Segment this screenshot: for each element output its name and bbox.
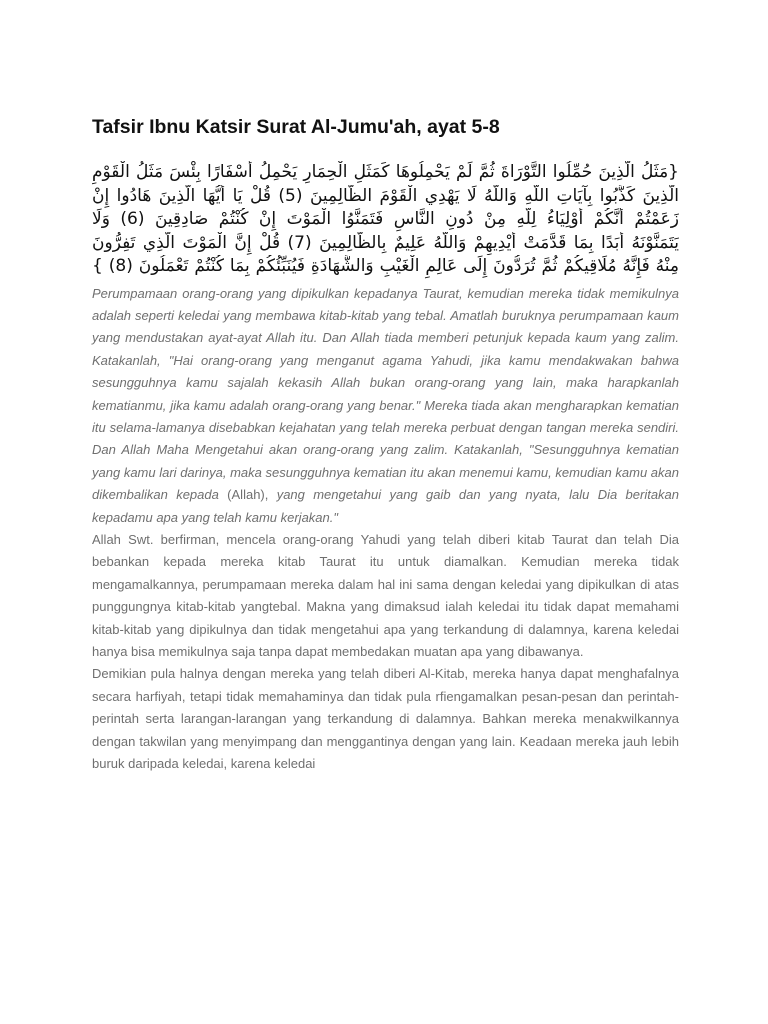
commentary-paragraph-1: Allah Swt. berfirman, mencela orang-orang Yahudi yang telah diberi kitab Taurat dan telah Dia bebankan kepada mereka kitab Taurat itu untuk diamalkan. Kemudian mereka tidak mengamalkannya, perumpamaan mereka dalam hal ini sama dengan keledai yang dipikulkan di atas punggungnya kitab-kitab yangtebal. Makna yang dimaksud ialah keledai itu tidak dapat memahami kitab-kitab yang dipikulnya dan tidak mengetahui apa yang terkandung di dalamnya, karena keledai hanya bisa memikulnya saja tanpa dapat membedakan muatan apa yang dibawanya.: [92, 531, 679, 659]
translation-text: Perumpamaan orang-orang yang dipikulkan kepadanya Taurat, kemudian mereka tidak memikulnya adalah seperti keledai yang membawa kitab-kitab yang tebal. Amatlah buruknya perumpamaan kaum yang mendustakan ayat-ayat Allah itu. Dan Allah tiada memberi petunjuk kepada kaum yang zalim. Katakanlah, "Hai orang-orang yang menganut agama Yahudi, jika kamu mendakwakan bahwa sesungguhnya kamu sajalah kekasih Allah bukan orang-orang yang lain, maka harapkanlah kematianmu, jika kamu adalah orang-orang yang benar." Mereka tiada akan mengharapkan kematian itu selama-lamanya disebabkan kejahatan yang telah mereka perbuat dengan tangan mereka sendiri. Dan Allah Maha Mengetahui akan orang-orang yang zalim. Katakanlah, "Sesungguhnya kematian yang kamu lari darinya, maka sesungguhnya kematian itu akan menemui kamu, kemudian kamu akan dikembalikan kepada: [92, 285, 679, 503]
translation-text-end: yang mengetahui yang gaib dan yang nyata, lalu Dia beritakan kepadamu apa yang telah kamu kerjakan.": [92, 487, 680, 525]
commentary-paragraph-2: Demikian pula halnya dengan mereka yang telah diberi Al-Kitab, mereka hanya dapat menghafalnya secara harfiyah, tetapi tidak memahaminya dan tidak pula rfiengamalkan pesan-pesan dan perintah-perintah serta larangan-larangan yang terkandung di dalamnya. Bahkan mereka menakwilkannya dengan takwilan yang menyimpang dan menggantinya dengan yang lain. Keadaan mereka jauh lebih buruk daripada keledai, karena keledai: [92, 666, 679, 772]
arabic-line: زَعَمْتُمْ أَنَّكُمْ أَوْلِيَاءُ لِلَّهِ مِنْ دُونِ النَّاسِ فَتَمَنَّوُا الْمَوْتَ إِنْ كُنْتُمْ صَادِقِينَ (6) وَلَا: [92, 209, 679, 229]
arabic-line: الَّذِينَ كَذَّبُوا بِآيَاتِ اللَّهِ وَاللَّهُ لَا يَهْدِي الْقَوْمَ الظَّالِمِينَ (5) قُلْ يَا أَيُّهَا الَّذِينَ هَادُوا إِنْ: [92, 185, 679, 206]
arabic-verse-block: [92, 161, 679, 279]
document-page: [92, 116, 679, 775]
page-title: Tafsir Ibnu Katsir Surat Al-Jumu'ah, ayat 5-8: [92, 116, 500, 138]
arabic-line: يَتَمَنَّوْنَهُ أَبَدًا بِمَا قَدَّمَتْ أَيْدِيهِمْ وَاللَّهُ عَلِيمٌ بِالظَّالِمِينَ (7) قُلْ إِنَّ الْمَوْتَ الَّذِي تَفِرُّونَ: [92, 232, 679, 253]
translation-plain-text: (Allah),: [218, 487, 277, 503]
arabic-line: مِنْهُ فَإِنَّهُ مُلَاقِيكُمْ ثُمَّ تُرَدُّونَ إِلَى عَالِمِ الْغَيْبِ وَالشَّهَادَةِ فَيُنَبِّئُكُمْ بِمَا كُنْتُمْ تَعْمَلُونَ (8) }: [92, 256, 679, 276]
arabic-line: {مَثَلُ الَّذِينَ حُمِّلُوا التَّوْرَاةَ ثُمَّ لَمْ يَحْمِلُوهَا كَمَثَلِ الْحِمَارِ يَحْمِلُ أَسْفَارًا بِئْسَ مَثَلُ الْقَوْمِ: [92, 162, 679, 182]
verse-translation: [92, 283, 679, 529]
